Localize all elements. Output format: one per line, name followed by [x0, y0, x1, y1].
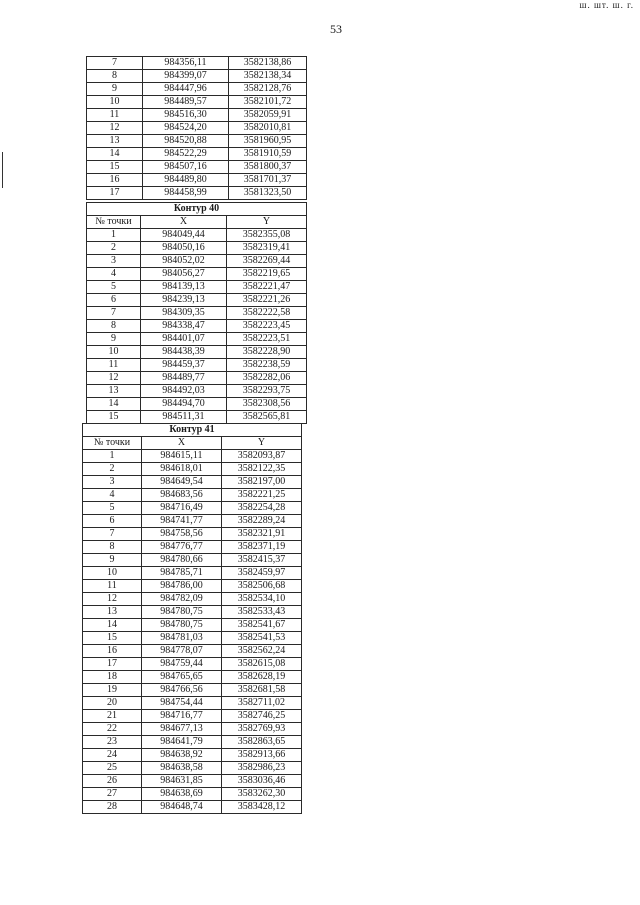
point-number: 2: [87, 242, 141, 255]
point-number: 9: [83, 554, 142, 567]
table-row: [83, 749, 302, 762]
y-coordinate: 3582228,90: [227, 346, 307, 359]
table-row: [83, 463, 302, 476]
x-coordinate: 984489,77: [141, 372, 227, 385]
y-coordinate: 3582059,91: [229, 109, 307, 122]
table-row: [83, 476, 302, 489]
point-number: 8: [87, 320, 141, 333]
x-coordinate: 984401,07: [141, 333, 227, 346]
table-row: [87, 281, 307, 294]
x-coordinate: 984459,37: [141, 359, 227, 372]
table-row: [83, 632, 302, 645]
point-number: 6: [83, 515, 142, 528]
x-coordinate: 984754,44: [142, 697, 222, 710]
table-row: [83, 671, 302, 684]
y-coordinate: 3582010,81: [229, 122, 307, 135]
table-row: [87, 411, 307, 424]
table-row: [83, 658, 302, 671]
point-number: 8: [83, 541, 142, 554]
y-coordinate: 3582615,08: [222, 658, 302, 671]
point-number: 23: [83, 736, 142, 749]
x-coordinate: 984139,13: [141, 281, 227, 294]
x-coordinate: 984049,44: [141, 229, 227, 242]
margin-bar: [2, 152, 3, 188]
point-number: 14: [87, 148, 143, 161]
x-coordinate: 984511,31: [141, 411, 227, 424]
table-row: [83, 554, 302, 567]
x-coordinate: 984683,56: [142, 489, 222, 502]
x-coordinate: 984618,01: [142, 463, 222, 476]
corner-mark: ш. шт. ш. г.: [579, 0, 634, 10]
point-number: 19: [83, 684, 142, 697]
point-number: 14: [83, 619, 142, 632]
point-number: 15: [87, 161, 143, 174]
table-row: [83, 528, 302, 541]
y-coordinate: 3581800,37: [229, 161, 307, 174]
x-coordinate: 984648,74: [142, 801, 222, 814]
table-row: [83, 567, 302, 580]
table-row: [83, 645, 302, 658]
point-number: 13: [87, 135, 143, 148]
y-coordinate: 3582282,06: [227, 372, 307, 385]
point-number: 10: [83, 567, 142, 580]
y-coordinate: 3582293,75: [227, 385, 307, 398]
point-number: 15: [83, 632, 142, 645]
y-coordinate: 3582681,58: [222, 684, 302, 697]
point-number: 12: [87, 372, 141, 385]
point-number: 8: [87, 70, 143, 83]
x-coordinate: 984516,30: [143, 109, 229, 122]
point-number: 16: [87, 174, 143, 187]
table-row: [83, 788, 302, 801]
table-row: [83, 775, 302, 788]
table-row: [87, 187, 307, 200]
point-number: 7: [83, 528, 142, 541]
point-number: 10: [87, 96, 143, 109]
point-number: 11: [87, 359, 141, 372]
point-number: 3: [87, 255, 141, 268]
y-coordinate: 3582355,08: [227, 229, 307, 242]
contour-title-row: [83, 424, 302, 437]
header-row: [87, 216, 307, 229]
x-coordinate: 984638,92: [142, 749, 222, 762]
y-coordinate: 3583036,46: [222, 775, 302, 788]
table-row: [87, 148, 307, 161]
table-row: [83, 762, 302, 775]
table-row: [83, 684, 302, 697]
point-number: 12: [83, 593, 142, 606]
point-number: 14: [87, 398, 141, 411]
point-number: 11: [83, 580, 142, 593]
x-coordinate: 984716,49: [142, 502, 222, 515]
y-coordinate: 3582197,00: [222, 476, 302, 489]
x-coordinate: 984447,96: [143, 83, 229, 96]
point-number: 11: [87, 109, 143, 122]
y-coordinate: 3581960,95: [229, 135, 307, 148]
x-coordinate: 984758,56: [142, 528, 222, 541]
x-coordinate: 984438,39: [141, 346, 227, 359]
y-coordinate: 3582534,10: [222, 593, 302, 606]
y-coordinate: 3581323,50: [229, 187, 307, 200]
point-number: 17: [87, 187, 143, 200]
y-coordinate: 3582371,19: [222, 541, 302, 554]
contour-title: Контур 40: [87, 203, 307, 216]
table-row: [87, 122, 307, 135]
table-body: [87, 57, 307, 200]
header-y: Y: [222, 437, 302, 450]
point-number: 6: [87, 294, 141, 307]
y-coordinate: 3582289,24: [222, 515, 302, 528]
table-row: [83, 723, 302, 736]
table-row: [83, 593, 302, 606]
y-coordinate: 3582459,97: [222, 567, 302, 580]
x-coordinate: 984677,13: [142, 723, 222, 736]
table-row: [87, 307, 307, 320]
table-row: [83, 710, 302, 723]
table-row: [87, 57, 307, 70]
table-row: [83, 606, 302, 619]
x-coordinate: 984492,03: [141, 385, 227, 398]
table-row: [83, 697, 302, 710]
header-y: Y: [227, 216, 307, 229]
table-row: [83, 489, 302, 502]
y-coordinate: 3582222,58: [227, 307, 307, 320]
point-number: 1: [87, 229, 141, 242]
table-row: [87, 96, 307, 109]
table-row: [87, 268, 307, 281]
x-coordinate: 984507,16: [143, 161, 229, 174]
x-coordinate: 984052,02: [141, 255, 227, 268]
table-row: [87, 109, 307, 122]
contour-41-table: [82, 423, 302, 814]
x-coordinate: 984649,54: [142, 476, 222, 489]
table-row: [83, 736, 302, 749]
header-x: X: [141, 216, 227, 229]
table-row: [83, 515, 302, 528]
table-row: [87, 174, 307, 187]
x-coordinate: 984716,77: [142, 710, 222, 723]
y-coordinate: 3582415,37: [222, 554, 302, 567]
point-number: 18: [83, 671, 142, 684]
y-coordinate: 3582565,81: [227, 411, 307, 424]
header-x: X: [142, 437, 222, 450]
contour-title: Контур 41: [83, 424, 302, 437]
y-coordinate: 3582541,67: [222, 619, 302, 632]
y-coordinate: 3582221,25: [222, 489, 302, 502]
x-coordinate: 984399,07: [143, 70, 229, 83]
x-coordinate: 984356,11: [143, 57, 229, 70]
x-coordinate: 984766,56: [142, 684, 222, 697]
x-coordinate: 984780,75: [142, 606, 222, 619]
x-coordinate: 984641,79: [142, 736, 222, 749]
table-row: [83, 801, 302, 814]
y-coordinate: 3581910,59: [229, 148, 307, 161]
point-number: 5: [83, 502, 142, 515]
point-number: 7: [87, 307, 141, 320]
table-row: [87, 372, 307, 385]
x-coordinate: 984759,44: [142, 658, 222, 671]
x-coordinate: 984781,03: [142, 632, 222, 645]
point-number: 16: [83, 645, 142, 658]
y-coordinate: 3582746,25: [222, 710, 302, 723]
point-number: 21: [83, 710, 142, 723]
x-coordinate: 984309,35: [141, 307, 227, 320]
coordinates-table-continued: [86, 56, 307, 200]
table-row: [87, 359, 307, 372]
x-coordinate: 984786,00: [142, 580, 222, 593]
y-coordinate: 3582093,87: [222, 450, 302, 463]
table-body: [87, 229, 307, 424]
table-row: [87, 294, 307, 307]
x-coordinate: 984522,29: [143, 148, 229, 161]
table-row: [83, 502, 302, 515]
y-coordinate: 3582541,53: [222, 632, 302, 645]
point-number: 27: [83, 788, 142, 801]
table-row: [83, 580, 302, 593]
y-coordinate: 3582321,91: [222, 528, 302, 541]
point-number: 3: [83, 476, 142, 489]
point-number: 1: [83, 450, 142, 463]
y-coordinate: 3582269,44: [227, 255, 307, 268]
y-coordinate: 3582223,45: [227, 320, 307, 333]
y-coordinate: 3582769,93: [222, 723, 302, 736]
table-row: [87, 398, 307, 411]
page-number: 53: [330, 22, 342, 36]
x-coordinate: 984782,09: [142, 593, 222, 606]
point-number: 7: [87, 57, 143, 70]
table-row: [83, 450, 302, 463]
y-coordinate: 3582254,28: [222, 502, 302, 515]
point-number: 20: [83, 697, 142, 710]
point-number: 25: [83, 762, 142, 775]
contour-40-table: [86, 202, 307, 424]
point-number: 17: [83, 658, 142, 671]
x-coordinate: 984239,13: [141, 294, 227, 307]
x-coordinate: 984494,70: [141, 398, 227, 411]
x-coordinate: 984776,77: [142, 541, 222, 554]
point-number: 22: [83, 723, 142, 736]
x-coordinate: 984489,57: [143, 96, 229, 109]
table-row: [87, 255, 307, 268]
point-number: 15: [87, 411, 141, 424]
table-row: [87, 320, 307, 333]
table-row: [87, 161, 307, 174]
point-number: 9: [87, 83, 143, 96]
y-coordinate: 3582863,65: [222, 736, 302, 749]
x-coordinate: 984741,77: [142, 515, 222, 528]
y-coordinate: 3582101,72: [229, 96, 307, 109]
contour-title-row: [87, 203, 307, 216]
x-coordinate: 984615,11: [142, 450, 222, 463]
table-row: [87, 70, 307, 83]
x-coordinate: 984338,47: [141, 320, 227, 333]
point-number: 5: [87, 281, 141, 294]
point-number: 4: [83, 489, 142, 502]
y-coordinate: 3582122,35: [222, 463, 302, 476]
x-coordinate: 984780,75: [142, 619, 222, 632]
x-coordinate: 984050,16: [141, 242, 227, 255]
header-row: [83, 437, 302, 450]
y-coordinate: 3582138,86: [229, 57, 307, 70]
table-row: [83, 619, 302, 632]
x-coordinate: 984489,80: [143, 174, 229, 187]
y-coordinate: 3582128,76: [229, 83, 307, 96]
table-body: [83, 450, 302, 814]
x-coordinate: 984524,20: [143, 122, 229, 135]
y-coordinate: 3582238,59: [227, 359, 307, 372]
table-row: [87, 242, 307, 255]
table-row: [87, 346, 307, 359]
y-coordinate: 3582562,24: [222, 645, 302, 658]
table-row: [87, 385, 307, 398]
x-coordinate: 984638,58: [142, 762, 222, 775]
point-number: 28: [83, 801, 142, 814]
y-coordinate: 3582138,34: [229, 70, 307, 83]
point-number: 13: [83, 606, 142, 619]
y-coordinate: 3582533,43: [222, 606, 302, 619]
table-row: [87, 229, 307, 242]
x-coordinate: 984765,65: [142, 671, 222, 684]
point-number: 4: [87, 268, 141, 281]
x-coordinate: 984638,69: [142, 788, 222, 801]
x-coordinate: 984631,85: [142, 775, 222, 788]
point-number: 12: [87, 122, 143, 135]
y-coordinate: 3582319,41: [227, 242, 307, 255]
x-coordinate: 984780,66: [142, 554, 222, 567]
y-coordinate: 3582506,68: [222, 580, 302, 593]
y-coordinate: 3581701,37: [229, 174, 307, 187]
x-coordinate: 984520,88: [143, 135, 229, 148]
y-coordinate: 3582219,65: [227, 268, 307, 281]
y-coordinate: 3582308,56: [227, 398, 307, 411]
header-point-number: № точки: [83, 437, 142, 450]
point-number: 9: [87, 333, 141, 346]
x-coordinate: 984778,07: [142, 645, 222, 658]
header-point-number: № точки: [87, 216, 141, 229]
x-coordinate: 984056,27: [141, 268, 227, 281]
table-row: [87, 83, 307, 96]
y-coordinate: 3582221,26: [227, 294, 307, 307]
table-row: [87, 333, 307, 346]
table-row: [83, 541, 302, 554]
y-coordinate: 3582913,66: [222, 749, 302, 762]
x-coordinate: 984458,99: [143, 187, 229, 200]
y-coordinate: 3582711,02: [222, 697, 302, 710]
y-coordinate: 3582986,23: [222, 762, 302, 775]
point-number: 10: [87, 346, 141, 359]
y-coordinate: 3583262,30: [222, 788, 302, 801]
point-number: 2: [83, 463, 142, 476]
table-row: [87, 135, 307, 148]
point-number: 24: [83, 749, 142, 762]
x-coordinate: 984785,71: [142, 567, 222, 580]
y-coordinate: 3582221,47: [227, 281, 307, 294]
y-coordinate: 3582223,51: [227, 333, 307, 346]
point-number: 13: [87, 385, 141, 398]
y-coordinate: 3582628,19: [222, 671, 302, 684]
y-coordinate: 3583428,12: [222, 801, 302, 814]
point-number: 26: [83, 775, 142, 788]
